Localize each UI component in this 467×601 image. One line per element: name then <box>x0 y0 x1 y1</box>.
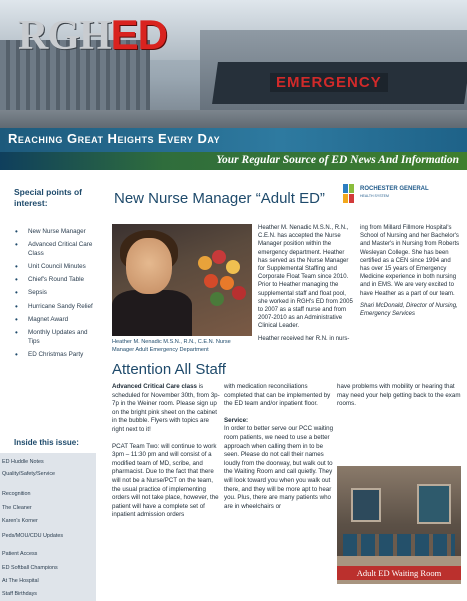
paragraph: Heather M. Nenadic M.S.N., R.N., C.E.N. has accepted the Nurse Manager position within the emergency department. Heather has served as the Nurse Manager for Supplemental Staffing and Corporate Float Team since 2010. Prior to Heather managing the supplemental staff and float pool, she worked in RGH's ED from 2005 to 2007 as a staff nurse and from 2007-2010 as an Administrative Clinical Leader. <box>258 225 353 330</box>
article-title-attention: Attention All Staff <box>112 361 226 378</box>
nurse-manager-photo <box>112 224 252 336</box>
list-item: • Magnet Award <box>14 316 100 324</box>
logo-rgh: RGH <box>18 13 111 59</box>
masthead-logo <box>18 11 168 59</box>
signature: Shari McDonald, Director of Nursing, Emergency Services <box>360 302 458 318</box>
emergency-sign: EMERGENCY <box>270 73 388 92</box>
paragraph: PCAT Team Two: will continue to work 3pm – 11:30 pm and will consist of a modified team of MD, scribe, and pharmacist. Due to the fact that there will not be a Nurse/PCT on the team, the usual practice of implementing orders will not take place, however, the patient will have a complete set of inpatient admission orders <box>112 442 219 519</box>
rgh-logo-name: ROCHESTER GENERAL <box>360 186 429 192</box>
photo-window <box>351 488 381 522</box>
photo-body <box>112 290 192 336</box>
photo-face <box>126 238 172 294</box>
inside-item: ED Softball Champions <box>2 565 58 571</box>
list-item: • Unit Council Minutes <box>14 263 100 271</box>
inside-issue-title: Inside this issue: <box>14 438 79 447</box>
points-of-interest-list <box>14 228 100 364</box>
inside-item: Peds/MOU/CDU Updates <box>2 533 64 539</box>
rochester-general-logo <box>343 182 453 210</box>
article1-column-1 <box>258 224 354 347</box>
paragraph <box>112 383 222 435</box>
article2-column-2 <box>224 383 334 519</box>
inside-item: Karen's Korner <box>2 518 38 524</box>
list-item: • Advanced Critical Care Class <box>14 241 100 258</box>
masthead-banner <box>0 0 467 170</box>
rgh-logo-sub: HEALTH SYSTEM <box>360 193 389 198</box>
article2-column-1 <box>112 383 222 528</box>
waiting-room-caption: Adult ED Waiting Room <box>337 566 461 580</box>
rgh-logo-text <box>360 186 429 199</box>
photo-caption: Heather M. Nenadic M.S.N., R.N., C.E.N. Nurse Manager Adult Emergency Department <box>112 339 231 353</box>
article2-column-3 <box>337 383 461 417</box>
class-text: is scheduled for November 30th, from 3p-7p in the Weiner room. Please sign up on the bright pink sheet on the cabinet in the bubble. Flyers with topics are right next to it! <box>112 383 220 433</box>
inside-item: Staff Birthdays <box>2 591 37 597</box>
service-heading: Service: <box>224 416 249 424</box>
article1-column-2 <box>360 224 460 322</box>
logo-ed: ED <box>110 11 168 58</box>
rgh-mark-icon <box>343 184 357 204</box>
flower-bouquet <box>190 246 250 326</box>
paragraph: In order to better serve our PCC waiting room patients, we need to use a better approach when calling them in to be seen. Please do not call their names loudly from the doorway, but walk out to the Waiting Room and call quietly. They will look toward you when you walk out there, and they will be more apt to hear you. Plus, there are many patients who are in wheelchairs or <box>224 425 334 510</box>
tagline: Reaching Great Heights Every Day <box>8 131 221 146</box>
photo-chairs <box>343 534 455 556</box>
list-item: • ED Christmas Party <box>14 351 100 359</box>
list-item: • Sepsis <box>14 289 100 297</box>
list-item: • Chief's Round Table <box>14 276 100 284</box>
inside-item: ED Huddle Notes <box>2 459 44 465</box>
inside-issue-box <box>0 453 96 601</box>
paragraph: Heather received her R.N. in nurs- <box>258 335 350 342</box>
list-item: • New Nurse Manager <box>14 228 100 236</box>
inside-item: Patient Access <box>2 551 38 557</box>
paragraph: ing from Millard Fillmore Hospital's School of Nursing and her Bachelor's and Master's in Nursing from Roberts Wesleyan College. She has been certified as a CEN since 1994 and has over 15 years of Emergency Medicine experience in both nursing and in EMS. We are very excited to have Heather as a part of our team. <box>360 225 460 297</box>
list-item: • Monthly Updates and Tips <box>14 329 100 346</box>
sidebar <box>0 170 100 601</box>
paragraph: with medication reconciliations completed that can be implemented by the ED team and/or inpatient floor. <box>224 383 331 408</box>
class-lead: Advanced Critical Care class <box>112 383 197 390</box>
paragraph: have problems with mobility or hearing that may need your help getting back to the exam rooms. <box>337 383 461 408</box>
subtagline: Your Regular Source of ED News And Information <box>216 154 459 166</box>
inside-item: Quality/Safety/Service <box>2 471 56 477</box>
photo-window <box>417 484 451 524</box>
inside-item: At The Hospital <box>2 578 39 584</box>
sidebar-title: Special points of interest: <box>14 187 83 208</box>
inside-item: The Cleaner <box>2 505 32 511</box>
article-title-nurse-manager: New Nurse Manager “Adult ED” <box>114 190 325 207</box>
list-item: • Hurricane Sandy Relief <box>14 303 100 311</box>
inside-item: Recognition <box>2 491 31 497</box>
